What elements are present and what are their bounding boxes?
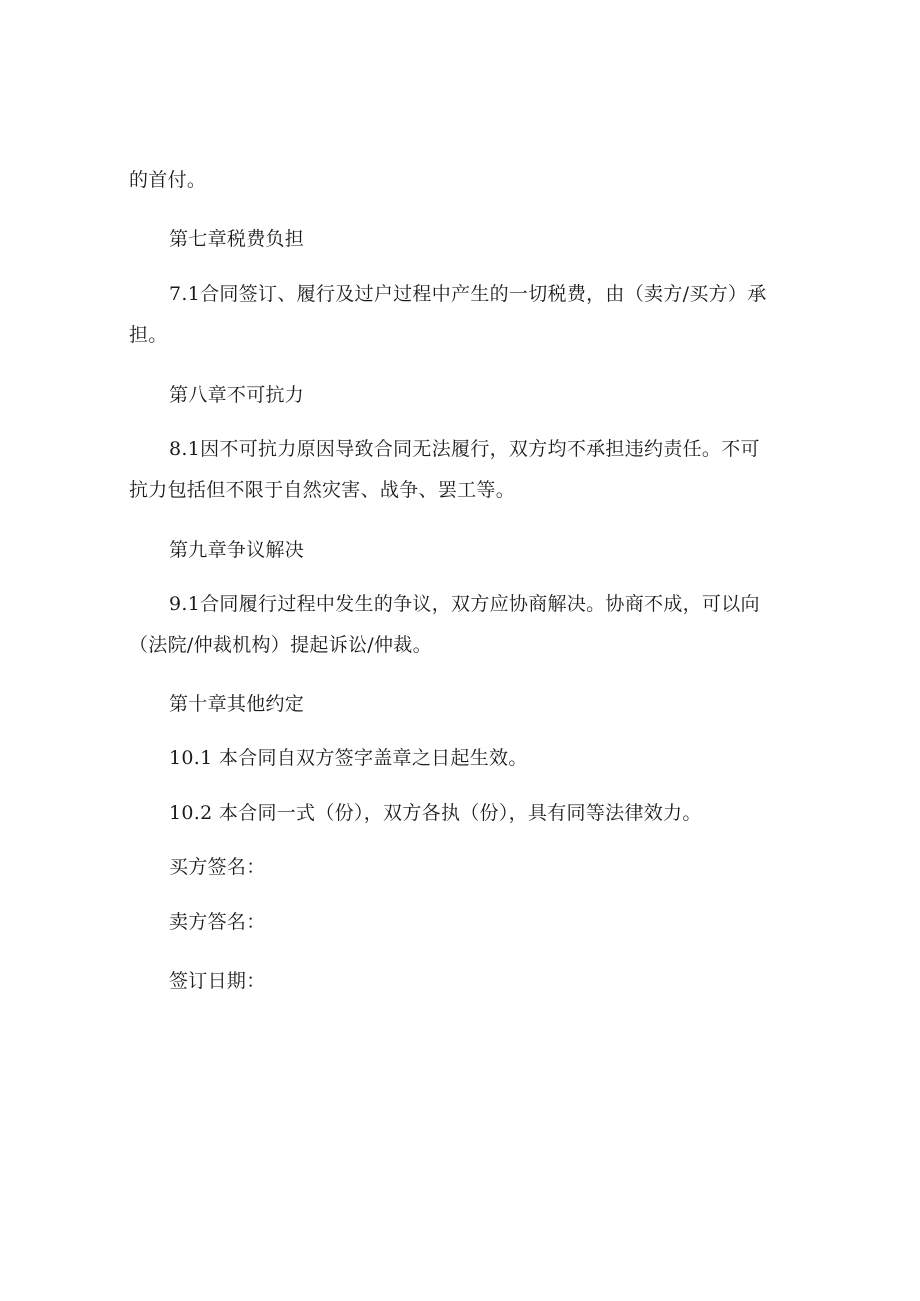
continuation-text: 的首付。: [129, 169, 207, 191]
clause-7-1-line-2: 担。: [129, 324, 168, 346]
chapter-10-title: 第十章其他约定: [169, 693, 305, 715]
chapter-7-title: 第七章税费负担: [169, 228, 305, 250]
signing-date-label: 签订日期：: [169, 970, 266, 992]
clause-10-2: 10.2 本合同一式（份），双方各执（份），具有同等法律效力。: [169, 802, 702, 824]
buyer-signature-label: 买方签名：: [169, 856, 266, 878]
clause-9-1-line-2: （法院/仲裁机构）提起诉讼/仲裁。: [129, 634, 432, 656]
seller-signature-label: 卖方答名：: [169, 911, 266, 933]
clause-10-1: 10.1 本合同自双方签字盖章之日起生效。: [169, 747, 528, 769]
clause-9-1-line-1: 9.1合同履行过程中发生的争议，双方应协商解决。协商不成，可以向: [169, 593, 760, 615]
chapter-9-title: 第九章争议解决: [169, 539, 305, 561]
clause-7-1-line-1: 7.1合同签订、履行及过户过程中产生的一切税费，由（卖方/买方）承: [169, 283, 767, 305]
chapter-8-title: 第八章不可抗力: [169, 384, 305, 406]
clause-8-1-line-2: 抗力包括但不限于自然灾害、战争、罢工等。: [129, 479, 516, 501]
clause-8-1-line-1: 8.1因不可抗力原因导致合同无法履行，双方均不承担违约责任。不可: [169, 438, 760, 460]
